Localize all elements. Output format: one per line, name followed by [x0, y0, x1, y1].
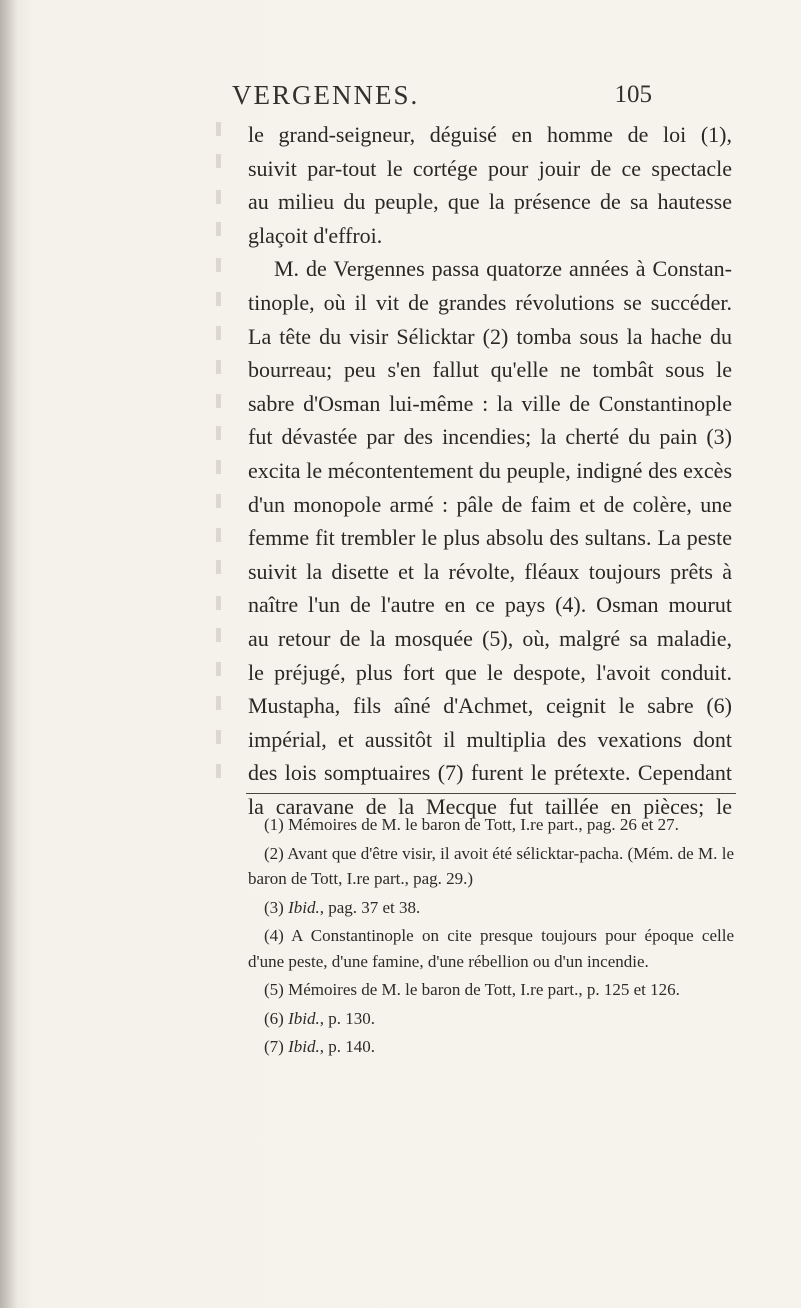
footnote-2: (2) Avant que d'être visir, il avoit été sélicktar-pacha. (Mém. de M. le baron de Tott, I.re part., pag. 29.) [248, 843, 734, 888]
ibid-reference: Ibid. [288, 1008, 320, 1028]
footnote-number: (6) [264, 1008, 289, 1028]
margin-mark [216, 696, 221, 710]
text-line: glaçoit d'effroi. [248, 222, 383, 248]
text-line: le grand-seigneur, déguisé en homme de loi (1), [248, 122, 732, 147]
footnote-6 [248, 1006, 734, 1032]
margin-mark [216, 426, 221, 440]
ibid-reference: Ibid. [288, 897, 320, 917]
margin-mark [216, 222, 221, 236]
margin-mark [216, 326, 221, 340]
footnote-4: (4) A Constantinople on cite presque toujours pour époque celle d'une peste, d'une famine, d'une rébellion ou d'un incendie. [248, 926, 734, 971]
margin-mark [216, 662, 221, 676]
margin-mark [216, 190, 221, 204]
footnote-number: (7) [264, 1037, 289, 1056]
margin-mark [216, 360, 221, 374]
margin-mark [216, 154, 221, 168]
text-line: M. de Vergennes passa quatorze années à Constan- [274, 256, 732, 282]
margin-mark [216, 122, 221, 136]
margin-mark [216, 560, 221, 574]
footnote-3 [248, 895, 734, 921]
footnote-5: (5) Mémoires de M. le baron de Tott, I.re part., p. 125 et 126. [264, 980, 680, 999]
text-line: sabre d'Osman lui-même : la ville de Constantinople [248, 390, 732, 416]
text-line: Mustapha, fils aîné d'Achmet, ceignit le sabre (6) [248, 693, 732, 719]
page-header [232, 78, 652, 112]
footnote-rule [246, 793, 736, 794]
binding-gutter-shadow [0, 0, 18, 1308]
text-line: naître l'un de l'autre en ce pays (4). Osman mourut [248, 592, 732, 618]
text-line: suivit par-tout le cortége pour jouir de ce spectacle [248, 155, 732, 181]
text-line: le préjugé, plus fort que le despote, l'avoit conduit. [248, 659, 732, 685]
main-text-block [248, 118, 732, 823]
text-line: au retour de la mosquée (5), où, malgré sa maladie, [248, 625, 732, 651]
margin-show-through [216, 120, 228, 780]
margin-mark [216, 730, 221, 744]
text-line: suivit la disette et la révolte, fléaux toujours prêts à [248, 558, 732, 584]
footnote-text: , p. 140. [319, 1037, 375, 1056]
running-head: VERGENNES. [232, 80, 420, 110]
footnote-number: (3) [264, 897, 289, 917]
text-line: femme fit trembler le plus absolu des sultans. La peste [248, 525, 732, 551]
text-line: fut dévastée par des incendies; la cherté du pain (3) [248, 424, 732, 450]
text-line: des lois somptuaires (7) furent le prétexte. Cependant [248, 760, 732, 786]
text-line: la caravane de la Mecque fut taillée en pièces; le [248, 793, 732, 819]
footnote-text: , p. 130. [319, 1008, 375, 1028]
footnotes [248, 812, 734, 1063]
margin-mark [216, 292, 221, 306]
text-line: tinople, où il vit de grandes révolutions se succéder. [248, 289, 732, 315]
footnote-1: (1) Mémoires de M. le baron de Tott, I.re part., pag. 26 et 27. [264, 815, 679, 834]
margin-mark [216, 628, 221, 642]
text-line: La tête du visir Sélicktar (2) tomba sous la hache du [248, 323, 732, 349]
ibid-reference: Ibid. [288, 1037, 320, 1056]
margin-mark [216, 494, 221, 508]
footnote-7 [248, 1034, 734, 1060]
text-line: au milieu du peuple, que la présence de sa hautesse [248, 189, 732, 215]
margin-mark [216, 596, 221, 610]
footnote-text: , pag. 37 et 38. [319, 897, 421, 917]
margin-mark [216, 528, 221, 542]
margin-mark [216, 258, 221, 272]
page-number: 105 [614, 81, 652, 108]
text-line: d'un monopole armé : pâle de faim et de colère, une [248, 491, 732, 517]
margin-mark [216, 460, 221, 474]
text-line: impérial, et aussitôt il multiplia des vexations dont [248, 726, 732, 752]
margin-mark [216, 764, 221, 778]
margin-mark [216, 394, 221, 408]
text-line: excita le mécontentement du peuple, indigné des excès [248, 457, 732, 483]
text-line: bourreau; peu s'en fallut qu'elle ne tombât sous le [248, 357, 732, 383]
